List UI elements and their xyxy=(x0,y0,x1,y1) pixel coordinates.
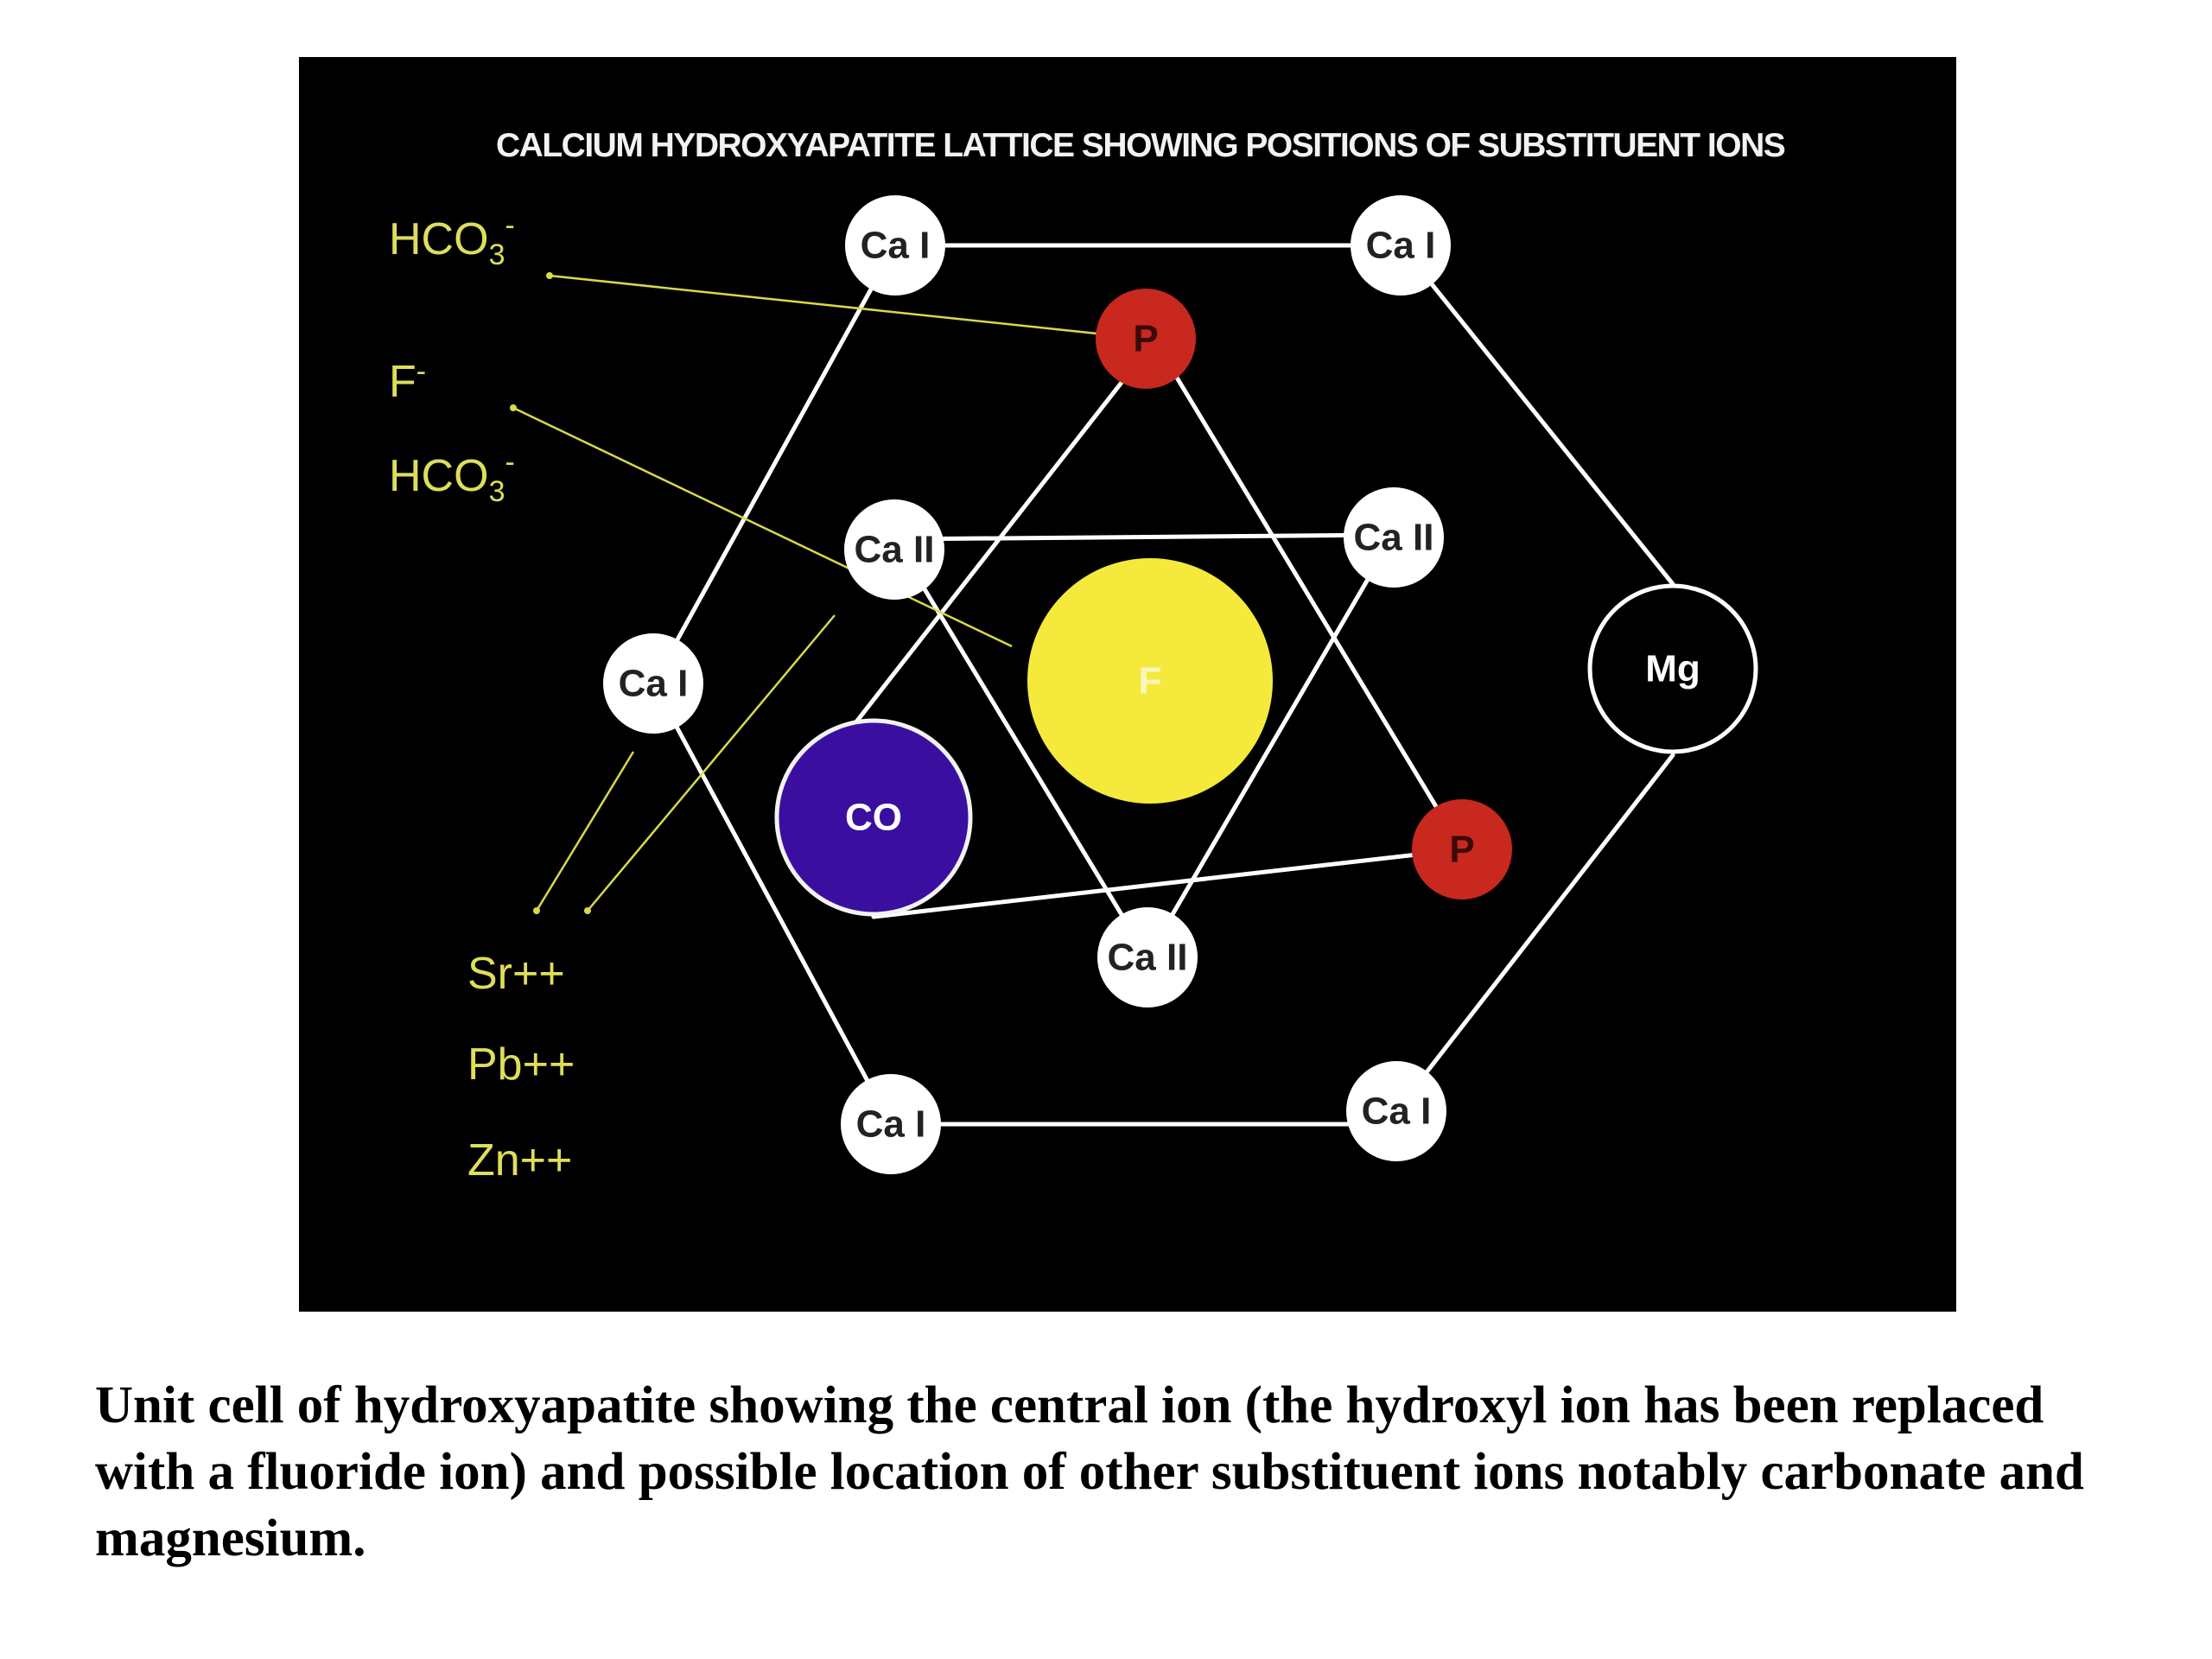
ion-label-fluoride: F- xyxy=(389,355,427,407)
lattice-diagram xyxy=(299,57,1956,1312)
atom-phosphorus xyxy=(1096,289,1196,389)
atom-ca-ii xyxy=(1344,487,1444,588)
diagram-title: CALCIUM HYDROXYAPATITE LATTICE SHOWING POSITIONS OF SUBSTITUENT IONS xyxy=(496,127,1785,164)
ion-label-strontium: Sr++ xyxy=(467,949,565,999)
atom-ca-i xyxy=(841,1074,941,1174)
atom-label: P xyxy=(1449,828,1475,871)
bond xyxy=(894,535,1394,539)
atom-label: Ca II xyxy=(1107,936,1188,979)
atom-ca-i xyxy=(845,195,945,296)
atom-ca-ii xyxy=(844,499,944,600)
atom-label: Mg xyxy=(1645,647,1700,690)
lattice-diagram-svg xyxy=(299,57,1956,1312)
ion-label-hco3-top: $HCO_3^-$ xyxy=(389,209,515,271)
atom-label: Ca II xyxy=(1353,516,1434,559)
pointer-arrowhead xyxy=(510,404,517,411)
figure-caption: Unit cell of hydroxyapatite showing the central ion (the hydroxyl ion has been replaced with a fluoride ion) and possible location of other substituent ions notably carbonate and magnesium. xyxy=(95,1376,2084,1567)
atom-ca-i xyxy=(603,633,703,734)
atom-label: Ca I xyxy=(855,1103,926,1146)
ion-label-zinc: Zn++ xyxy=(467,1135,573,1185)
atom-magnesium xyxy=(1590,586,1756,752)
atom-label: CO xyxy=(845,796,902,839)
bond xyxy=(653,245,895,683)
pointer-arrowhead xyxy=(533,907,540,914)
atom-carbonate xyxy=(777,721,970,914)
atom-label: F xyxy=(1138,659,1162,702)
atom-label: P xyxy=(1133,317,1159,360)
pointer-arrowhead xyxy=(546,272,553,279)
atom-label: Ca I xyxy=(860,224,931,267)
atom-fluoride xyxy=(1027,558,1273,804)
pointer-line xyxy=(537,752,633,911)
atom-ca-i xyxy=(1351,195,1451,296)
atom-ca-ii xyxy=(1097,907,1198,1007)
atom-phosphorus xyxy=(1412,799,1512,899)
atom-label: Ca I xyxy=(1361,1090,1432,1133)
left-ion-labels xyxy=(389,209,515,508)
atom-label: Ca I xyxy=(1365,224,1436,267)
atom-ca-i xyxy=(1346,1061,1446,1161)
atom-label: Ca I xyxy=(618,662,689,705)
ion-label-hco3-bottom: $HCO_3^-$ xyxy=(389,446,515,508)
atom-label: Ca II xyxy=(854,528,935,571)
lower-ion-labels xyxy=(467,949,575,1185)
pointer-arrowhead xyxy=(584,907,591,914)
ion-label-lead: Pb++ xyxy=(467,1039,575,1090)
